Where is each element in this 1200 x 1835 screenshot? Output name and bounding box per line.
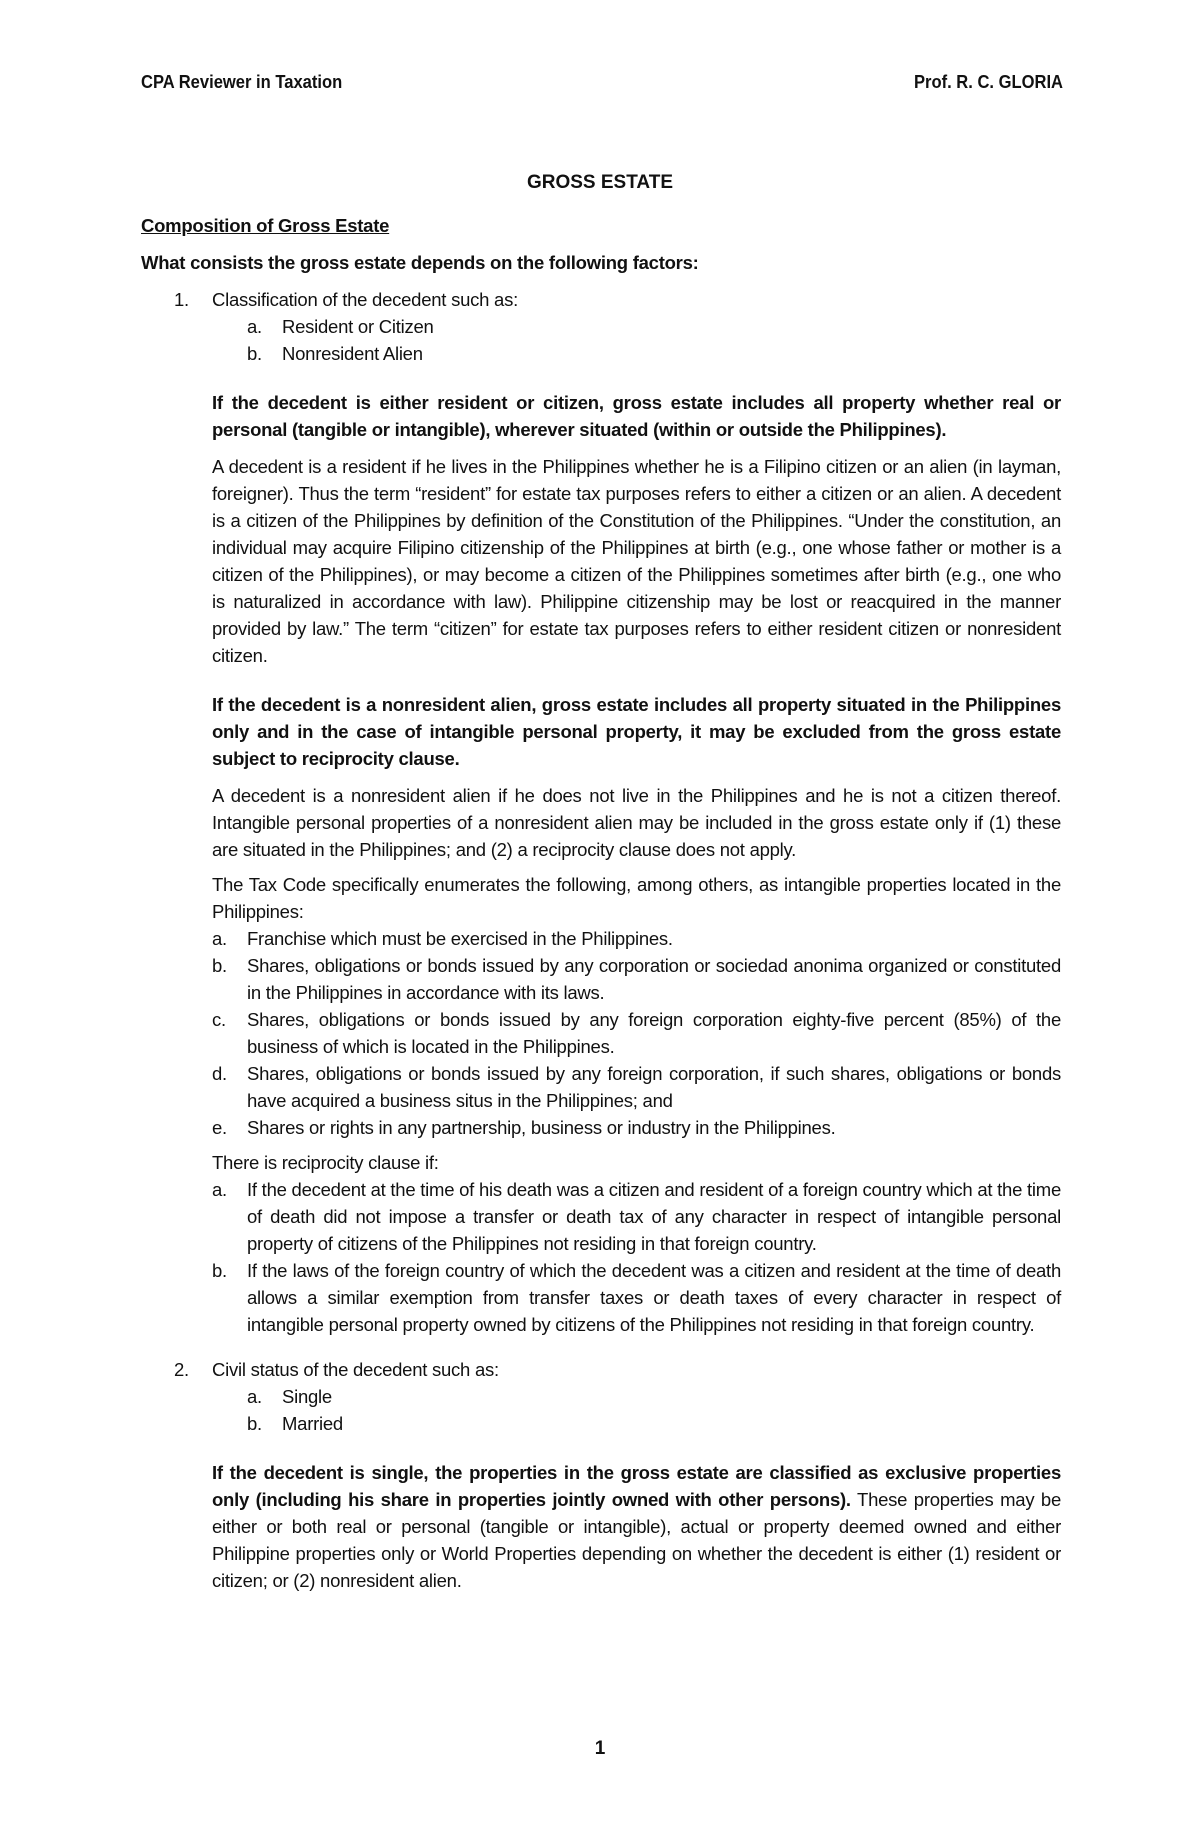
sub-label: b. bbox=[247, 1413, 262, 1434]
item-text: Shares, obligations or bonds issued by any foreign corporation eighty-five percent (85%) of the business of which is located in the Philippines. bbox=[247, 1009, 1061, 1057]
nonresident-rule: If the decedent is a nonresident alien, gross estate includes all property situated in the Philippines only and in the case of intangible personal property, it may be excluded from the gross estate subject to reciprocity clause. bbox=[212, 694, 1061, 769]
factor-2-number: 2. bbox=[174, 1359, 189, 1380]
factor-1-text: Classification of the decedent such as: bbox=[212, 289, 518, 310]
single-rule: If the decedent is single, the properties in the gross estate are classified as exclusive properties only (including his share in properties jointly owned with other persons). bbox=[212, 1462, 1061, 1510]
sub-label: b. bbox=[247, 343, 262, 364]
header-left: CPA Reviewer in Taxation bbox=[141, 72, 343, 92]
nonresident-explanation: A decedent is a nonresident alien if he does not live in the Philippines and he is not a citizen thereof. Intangible personal properties of a nonresident alien may be included in the gross estate only if (1) these are situated in the Philippines; and (2) a reciprocity clause does not apply. bbox=[212, 785, 1061, 860]
item-text: If the decedent at the time of his death was a citizen and resident of a foreign country which at the time of death did not impose a transfer or death tax of any character in respect of intangible personal property of citizens of the Philippines not residing in that foreign country. bbox=[247, 1179, 1061, 1254]
single-decedent-paragraph bbox=[212, 1459, 1061, 1594]
reciprocity-item bbox=[212, 1257, 1061, 1338]
item-label: b. bbox=[212, 1260, 227, 1281]
sub-label: a. bbox=[247, 1386, 262, 1407]
item-label: e. bbox=[212, 1117, 227, 1138]
item-text: Franchise which must be exercised in the Philippines. bbox=[247, 928, 673, 949]
factor-1-number: 1. bbox=[174, 289, 189, 310]
item-text: If the laws of the foreign country of which the decedent was a citizen and resident at the time of death allows a similar exemption from transfer taxes or death taxes of every character in respect of intangible personal property owned by citizens of the Philippines not residing in that foreign country. bbox=[247, 1260, 1061, 1335]
section-heading: Composition of Gross Estate bbox=[141, 215, 390, 236]
sub-text: Single bbox=[282, 1386, 332, 1407]
tax-code-intro: The Tax Code specifically enumerates the following, among others, as intangible properties located in the Philippines: bbox=[212, 874, 1061, 922]
intangible-item bbox=[212, 1114, 1061, 1141]
item-text: Shares, obligations or bonds issued by any corporation or sociedad anonima organized or constituted in the Philippines in accordance with its laws. bbox=[247, 955, 1061, 1003]
item-label: c. bbox=[212, 1009, 226, 1030]
intangible-item bbox=[212, 1006, 1061, 1060]
factor-1-sub-a bbox=[141, 313, 1061, 340]
sub-text: Resident or Citizen bbox=[282, 316, 434, 337]
sub-text: Married bbox=[282, 1413, 343, 1434]
intangible-item bbox=[212, 1060, 1061, 1114]
lead-sentence: What consists the gross estate depends on the following factors: bbox=[141, 252, 699, 273]
sub-label: a. bbox=[247, 316, 262, 337]
reciprocity-item bbox=[212, 1176, 1061, 1257]
page-number: 1 bbox=[594, 1738, 606, 1759]
resident-rule: If the decedent is either resident or citizen, gross estate includes all property whether real or personal (tangible or intangible), wherever situated (within or outside the Philippines). bbox=[212, 392, 1061, 440]
factor-2-sub-b bbox=[141, 1410, 1061, 1437]
item-label: d. bbox=[212, 1063, 227, 1084]
header-right: Prof. R. C. GLORIA bbox=[913, 72, 1063, 92]
factor-1 bbox=[141, 286, 1061, 313]
item-text: Shares or rights in any partnership, business or industry in the Philippines. bbox=[247, 1117, 836, 1138]
document-title: GROSS ESTATE bbox=[526, 172, 674, 193]
intangible-item bbox=[212, 925, 1061, 952]
item-label: a. bbox=[212, 1179, 227, 1200]
reciprocity-intro: There is reciprocity clause if: bbox=[212, 1152, 439, 1173]
item-label: a. bbox=[212, 928, 227, 949]
item-text: Shares, obligations or bonds issued by any foreign corporation, if such shares, obligations or bonds have acquired a business situs in the Philippines; and bbox=[247, 1063, 1061, 1111]
factor-2-text: Civil status of the decedent such as: bbox=[212, 1359, 499, 1380]
item-label: b. bbox=[212, 955, 227, 976]
resident-explanation: A decedent is a resident if he lives in the Philippines whether he is a Filipino citizen or an alien (in layman, foreigner). Thus the term “resident” for estate tax purposes refers to either a citizen or an alien. A decedent is a citizen of the Philippines by definition of the Constitution of the Philippines. “Under the constitution, an individual may acquire Filipino citizenship of the Philippines at birth (e.g., one whose father or mother is a citizen of the Philippines), or may become a citizen of the Philippines sometimes after birth (e.g., one who is naturalized in accordance with law). Philippine citizenship may be lost or reacquired in the manner provided by law.” The term “citizen” for estate tax purposes refers to either resident citizen or nonresident citizen. bbox=[212, 456, 1061, 666]
document-body bbox=[141, 212, 1061, 1602]
factor-2 bbox=[141, 1356, 1061, 1383]
sub-text: Nonresident Alien bbox=[282, 343, 423, 364]
factor-2-sub-a bbox=[141, 1383, 1061, 1410]
factor-1-sub-b bbox=[141, 340, 1061, 367]
intangible-item bbox=[212, 952, 1061, 1006]
single-explanation: These properties may be either or both real or personal (tangible or intangible), actual or property deemed owned and either Philippine properties only or World Properties depending on whether the decedent is either (1) resident or citizen; or (2) nonresident alien. bbox=[212, 1489, 1061, 1591]
